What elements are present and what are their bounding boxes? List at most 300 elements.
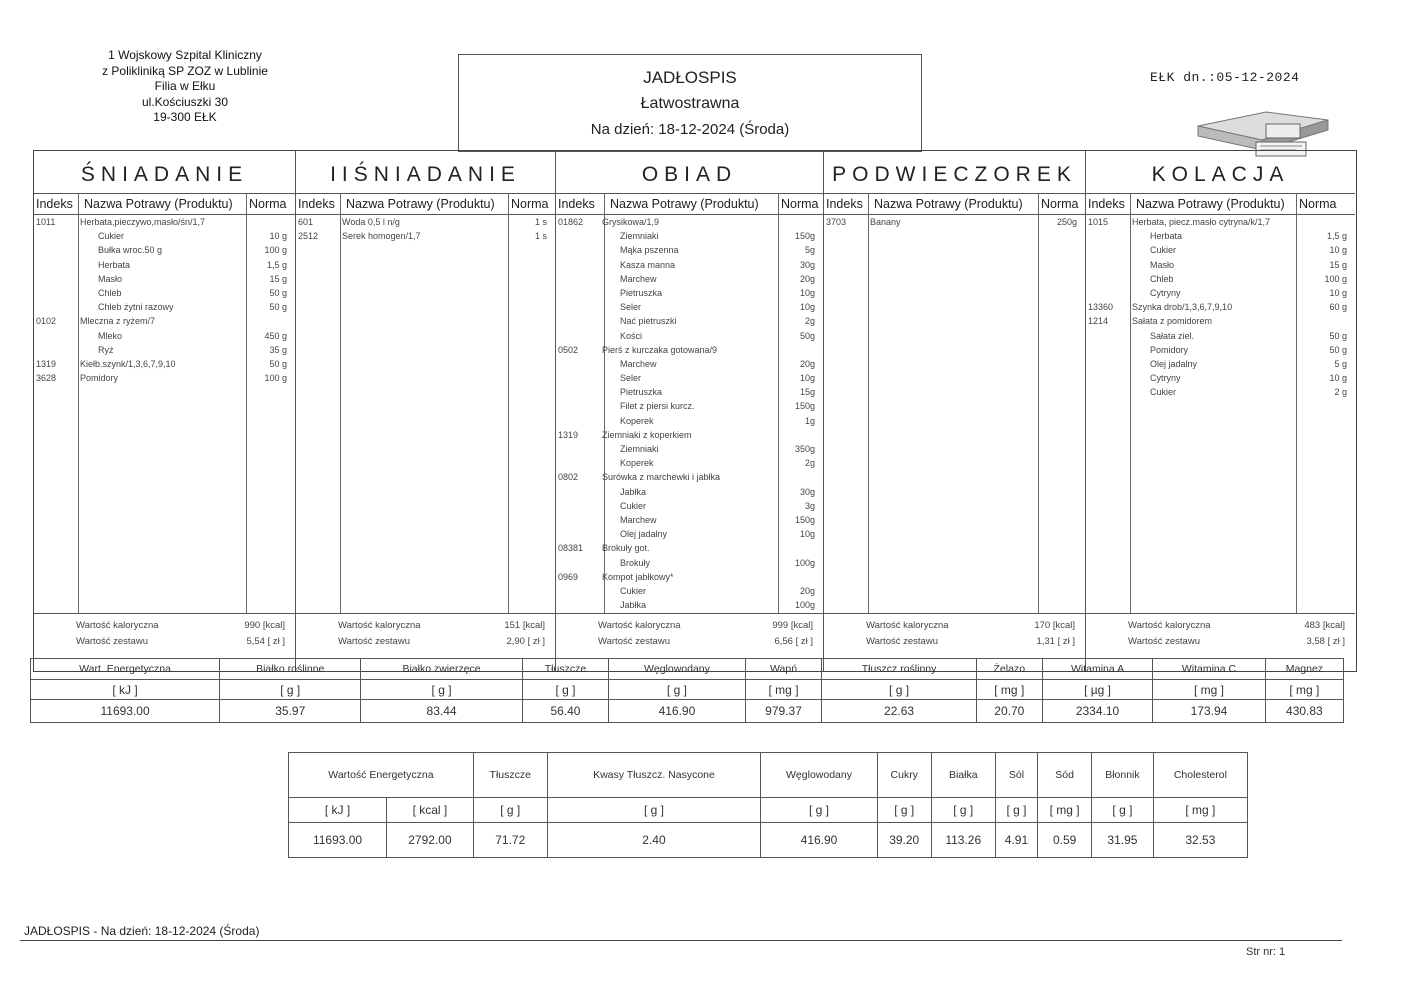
nutrition-header: Węglowodany — [609, 659, 745, 680]
item-norm: 10 g — [269, 231, 287, 242]
column-divider — [508, 193, 509, 613]
nutrition-header: Kwasy Tłuszcz. Nasycone — [547, 753, 761, 798]
column-divider — [868, 193, 869, 613]
item-norm: 60 g — [1329, 302, 1347, 313]
meal-header-row — [1086, 193, 1355, 215]
item-name: Ziemniaki z koperkiem — [602, 429, 692, 440]
nutrition-table-1 — [30, 658, 1344, 723]
hospital-address — [70, 48, 300, 126]
nutrition-unit: [ g ] — [931, 798, 995, 823]
nutrition-value: 2792.00 — [387, 823, 474, 858]
meal-header-row — [34, 193, 295, 215]
nutrition-unit: [ g ] — [995, 798, 1037, 823]
cost-value: 6,56 [ zł ] — [774, 636, 813, 647]
header-norm: Norma — [1299, 197, 1337, 211]
nutrition-value: 32.53 — [1153, 823, 1247, 858]
item-name: Herbata,pieczywo,masło/śn/1,7 — [80, 217, 206, 227]
nutrition-value: 2.40 — [547, 823, 761, 858]
diet-name: Łatwostrawna — [640, 95, 740, 112]
item-name: Kiełb.szynk/1,3,6,7,9,10 — [80, 358, 176, 369]
item-index: 3703 — [826, 217, 847, 227]
meal-item-row — [556, 487, 823, 501]
cost-label: Wartość zestawu — [866, 636, 938, 647]
nutrition-value: 416.90 — [609, 700, 745, 723]
document-title: JADŁOSPIS — [643, 68, 737, 87]
kcal-label: Wartość kaloryczna — [76, 620, 159, 631]
meal-column — [1086, 151, 1355, 671]
hospital-line: ul.Kościuszki 30 — [141, 94, 229, 109]
item-name: Herbata, piecz.masło cytryna/k/1,7 — [1132, 217, 1271, 227]
item-norm: 10 g — [1329, 373, 1347, 384]
item-name: Jabłka — [620, 600, 647, 611]
item-norm: 150g — [794, 514, 815, 525]
footer-title: JADŁOSPIS - Na dzień: 18-12-2024 (Środa) — [24, 924, 260, 938]
item-index: 601 — [298, 217, 314, 227]
header-name: Nazwa Potrawy (Produktu) — [346, 197, 495, 211]
item-name: Olej jadalny — [620, 529, 668, 540]
meal-item-row — [1086, 387, 1355, 401]
item-norm: 50 g — [269, 287, 287, 298]
nutrition-header: Tłuszcze — [522, 659, 608, 680]
nutrition-value: 56.40 — [522, 700, 608, 723]
nutrition-value: 979.37 — [745, 700, 822, 723]
meal-item-row — [556, 345, 823, 359]
item-name: Cukier — [1150, 387, 1177, 398]
meal-item-row — [556, 217, 823, 231]
item-name: Cukier — [620, 500, 647, 511]
nutrition-header: Tłuszcze — [473, 753, 547, 798]
cost-label: Wartość zestawu — [338, 636, 410, 647]
kcal-value: 151 [kcal] — [504, 620, 545, 631]
meal-item-row — [34, 331, 295, 345]
item-name: Chleb — [98, 287, 122, 298]
item-norm: 15g — [799, 387, 815, 398]
item-norm: 50 g — [1329, 330, 1347, 341]
nutrition-value: 113.26 — [931, 823, 995, 858]
nutrition-header: Witamina C — [1153, 659, 1266, 680]
cost-value: 5,54 [ zł ] — [246, 636, 285, 647]
item-name: Pietruszka — [620, 287, 663, 298]
item-name: Sałata ziel. — [1150, 330, 1195, 341]
item-name: Kompot jabłkowy* — [602, 571, 674, 582]
cost-label: Wartość zestawu — [598, 636, 670, 647]
item-norm: 50 g — [269, 302, 287, 313]
item-name: Surówka z marchewki i jabłka — [602, 472, 721, 483]
meal-summary — [824, 613, 1085, 658]
meal-item-row — [1086, 359, 1355, 373]
meal-item-row — [1086, 288, 1355, 302]
header-index: Indeks — [36, 197, 73, 211]
item-name: Mąka pszenna — [620, 245, 679, 256]
meal-column — [34, 151, 296, 671]
item-norm: 5 g — [1334, 358, 1347, 369]
item-name: Herbata — [98, 259, 131, 270]
item-name: Pomidory — [1150, 344, 1189, 355]
meal-item-row — [1086, 260, 1355, 274]
item-name: Cukier — [620, 585, 647, 596]
meal-item-row — [1086, 245, 1355, 259]
hospital-line: 1 Wojskowy Szpital Kliniczny — [108, 48, 262, 62]
item-norm: 1,5 g — [1326, 231, 1347, 242]
item-name: Koperek — [620, 415, 654, 426]
meal-item-row — [34, 217, 295, 231]
meal-item-row — [556, 558, 823, 572]
item-index: 01862 — [558, 217, 584, 227]
meal-column — [824, 151, 1086, 671]
item-name: Seler — [620, 373, 642, 384]
meal-item-row — [556, 416, 823, 430]
nutrition-unit: [ g ] — [547, 798, 761, 823]
meal-items — [34, 217, 295, 387]
meal-item-row — [556, 586, 823, 600]
title-box — [458, 54, 922, 152]
meal-item-row — [34, 359, 295, 373]
nutrition-unit: [ mg ] — [1038, 798, 1092, 823]
meal-item-row — [34, 288, 295, 302]
item-name: Marchew — [620, 358, 657, 369]
meal-column — [296, 151, 556, 671]
nutrition-header: Cukry — [877, 753, 931, 798]
meal-title: OBIAD — [641, 163, 738, 186]
meal-item-row — [556, 543, 823, 557]
item-index: 1319 — [36, 358, 57, 369]
item-index: 0502 — [558, 344, 579, 355]
meal-item-row — [1086, 302, 1355, 316]
meal-summary — [1086, 613, 1355, 658]
nutrition-value: 11693.00 — [289, 823, 387, 858]
nutrition-unit: [ kcal ] — [387, 798, 474, 823]
nutrition-unit: [ g ] — [609, 680, 745, 700]
nutrition-header: Magnez — [1265, 659, 1343, 680]
nutrition-header: Białko zwierzęce — [361, 659, 522, 680]
item-norm: 30g — [799, 486, 815, 497]
meal-item-row — [556, 359, 823, 373]
item-norm: 2 g — [1334, 387, 1347, 398]
item-name: Brokuły — [620, 557, 651, 568]
meal-item-row — [556, 572, 823, 586]
nutrition-header: Żelazo — [976, 659, 1042, 680]
nutrition-unit: [ mg ] — [1265, 680, 1343, 700]
meal-item-row — [556, 274, 823, 288]
meal-items — [1086, 217, 1355, 401]
kcal-value: 483 [kcal] — [1304, 620, 1345, 631]
item-name: Ziemniaki — [620, 231, 659, 242]
item-index: 0802 — [558, 472, 579, 483]
item-name: Cukier — [1150, 245, 1177, 256]
nutrition-header: Sód — [1038, 753, 1092, 798]
item-norm: 50 g — [269, 358, 287, 369]
item-index: 2512 — [298, 231, 319, 242]
item-norm: 15 g — [1329, 259, 1347, 270]
nutrition-unit: [ µg ] — [1042, 680, 1152, 700]
hospital-line: Filia w Ełku — [154, 79, 216, 93]
item-name: Grysikowa/1,9 — [602, 217, 660, 227]
item-norm: 2g — [804, 458, 815, 469]
meal-column — [556, 151, 824, 671]
item-norm: 10g — [799, 287, 815, 298]
meal-summary — [296, 613, 555, 658]
item-norm: 3g — [804, 500, 815, 511]
header-norm: Norma — [781, 197, 819, 211]
meal-item-row — [1086, 345, 1355, 359]
meal-item-row — [296, 231, 555, 245]
item-name: Ryż — [98, 344, 114, 355]
nutrition-header: Białko roślinne — [220, 659, 361, 680]
nutrition-unit: [ mg ] — [976, 680, 1042, 700]
cost-value: 2,90 [ zł ] — [506, 636, 545, 647]
item-name: Mleczna z ryżem/7 — [80, 316, 156, 327]
item-name: Marchew — [620, 273, 657, 284]
nutrition-value: 4.91 — [995, 823, 1037, 858]
item-norm: 15 g — [269, 273, 287, 284]
header-name: Nazwa Potrawy (Produktu) — [84, 197, 233, 211]
nutrition-header: Wapń — [745, 659, 822, 680]
column-divider — [340, 193, 341, 613]
nutrition-unit: [ g ] — [877, 798, 931, 823]
item-index: 1319 — [558, 429, 579, 440]
nutrition-unit: [ kJ ] — [31, 680, 220, 700]
item-norm: 100g — [794, 557, 815, 568]
header-name: Nazwa Potrawy (Produktu) — [1136, 197, 1285, 211]
nutrition-value: 20.70 — [976, 700, 1042, 723]
item-name: Sałata z pomidorem — [1132, 316, 1213, 327]
meal-item-row — [34, 316, 295, 330]
meal-item-row — [556, 515, 823, 529]
nutrition-unit: [ g ] — [361, 680, 522, 700]
item-norm: 10 g — [1329, 287, 1347, 298]
nutrition-value: 39.20 — [877, 823, 931, 858]
nutrition-unit: [ g ] — [1092, 798, 1154, 823]
nutrition-unit: [ mg ] — [745, 680, 822, 700]
item-name: Pietruszka — [620, 387, 663, 398]
meal-summary — [34, 613, 295, 658]
meal-item-row — [34, 373, 295, 387]
menu-date: Na dzień: 18-12-2024 (Środa) — [590, 121, 790, 138]
header-norm: Norma — [1041, 197, 1079, 211]
meal-item-row — [34, 260, 295, 274]
nutrition-header: Sól — [995, 753, 1037, 798]
meal-summary — [556, 613, 823, 658]
nutrition-value: 2334.10 — [1042, 700, 1152, 723]
meal-item-row — [34, 302, 295, 316]
item-index: 13360 — [1088, 302, 1114, 313]
item-norm: 100 g — [264, 245, 287, 256]
item-index: 3628 — [36, 373, 57, 384]
item-norm: 150g — [794, 401, 815, 412]
item-name: Brokuły got. — [602, 543, 650, 554]
item-name: Chleb — [1150, 273, 1174, 284]
meal-title: ŚNIADANIE — [80, 163, 249, 186]
meal-item-row — [34, 231, 295, 245]
item-name: Kości — [620, 330, 643, 341]
item-norm: 10 g — [1329, 245, 1347, 256]
kcal-label: Wartość kaloryczna — [338, 620, 421, 631]
header-index: Indeks — [298, 197, 335, 211]
item-name: Cytryny — [1150, 373, 1181, 384]
item-index: 08381 — [558, 543, 584, 554]
item-name: Pierś z kurczaka gotowana/9 — [602, 344, 718, 355]
nutrition-header: Wart. Energetyczna — [31, 659, 220, 680]
item-norm: 1 s — [534, 217, 547, 227]
item-norm: 450 g — [264, 330, 287, 341]
item-name: Woda 0,5 l n/g — [342, 217, 400, 227]
item-norm: 20g — [799, 585, 815, 596]
item-name: Cytryny — [1150, 287, 1181, 298]
column-divider — [1038, 193, 1039, 613]
meal-item-row — [1086, 373, 1355, 387]
nutrition-unit: [ g ] — [220, 680, 361, 700]
cost-label: Wartość zestawu — [1128, 636, 1200, 647]
kcal-label: Wartość kaloryczna — [1128, 620, 1211, 631]
meal-title: IIŚNIADANIE — [330, 163, 521, 186]
item-name: Mleko — [98, 330, 123, 341]
nutrition-value: 22.63 — [822, 700, 976, 723]
meal-items — [296, 217, 555, 245]
meal-item-row — [34, 345, 295, 359]
nutrition-header: Cholesterol — [1153, 753, 1247, 798]
nutrition-unit: [ g ] — [822, 680, 976, 700]
header-name: Nazwa Potrawy (Produktu) — [610, 197, 759, 211]
meal-item-row — [556, 430, 823, 444]
kcal-label: Wartość kaloryczna — [866, 620, 949, 631]
meal-item-row — [824, 217, 1085, 231]
kcal-value: 990 [kcal] — [244, 620, 285, 631]
meal-item-row — [34, 245, 295, 259]
meal-header-row — [556, 193, 823, 215]
item-index: 0102 — [36, 316, 57, 327]
meal-title: PODWIECZOREK — [832, 163, 1077, 186]
meal-item-row — [1086, 274, 1355, 288]
item-name: Ziemniaki — [620, 444, 659, 454]
page-number: Str nr: 1 — [1246, 946, 1286, 958]
meal-item-row — [1086, 331, 1355, 345]
issue-date: EŁK dn.:05-12-2024 — [1150, 70, 1300, 85]
nutrition-value: 173.94 — [1153, 700, 1266, 723]
nutrition-value: 83.44 — [361, 700, 522, 723]
meal-item-row — [556, 302, 823, 316]
item-name: Banany — [870, 217, 901, 227]
item-norm: 100g — [794, 600, 815, 611]
item-name: Herbata — [1150, 231, 1183, 242]
nutrition-header: Białka — [931, 753, 995, 798]
meal-items — [824, 217, 1085, 231]
nutrition-unit: [ mg ] — [1153, 680, 1266, 700]
header-norm: Norma — [249, 197, 287, 211]
nutrition-value: 71.72 — [473, 823, 547, 858]
nutrition-header: Węglowodany — [761, 753, 877, 798]
item-name: Koperek — [620, 458, 654, 469]
header-index: Indeks — [1088, 197, 1125, 211]
item-norm: 30g — [799, 259, 815, 270]
item-name: Cukier — [98, 231, 125, 242]
item-norm: 100 g — [264, 373, 287, 384]
cost-label: Wartość zestawu — [76, 636, 148, 647]
meal-items — [556, 217, 823, 614]
item-norm: 2g — [804, 316, 815, 327]
meal-header-row — [296, 193, 555, 215]
meals-table — [33, 150, 1357, 672]
item-name: Nać pietruszki — [620, 316, 677, 327]
item-name: Filet z piersi kurcz. — [620, 401, 695, 412]
nutrition-value: 0.59 — [1038, 823, 1092, 858]
nutrition-value: 416.90 — [761, 823, 877, 858]
nutrition-unit: [ g ] — [761, 798, 877, 823]
item-index: 1011 — [36, 217, 56, 227]
kcal-label: Wartość kaloryczna — [598, 620, 681, 631]
nutrition-value: 11693.00 — [31, 700, 220, 723]
meal-item-row — [1086, 316, 1355, 330]
item-norm: 50g — [799, 330, 815, 341]
meal-header-row — [824, 193, 1085, 215]
meal-item-row — [556, 231, 823, 245]
meal-item-row — [556, 458, 823, 472]
nutrition-table-2 — [288, 752, 1248, 858]
header-index: Indeks — [558, 197, 595, 211]
item-name: Kasza manna — [620, 259, 676, 270]
item-name: Marchew — [620, 514, 657, 525]
meal-item-row — [556, 260, 823, 274]
item-norm: 20g — [799, 273, 815, 284]
item-name: Jabłka — [620, 486, 647, 497]
nutrition-header: Tłuszcz roślinny — [822, 659, 976, 680]
cost-value: 3,58 [ zł ] — [1306, 636, 1345, 647]
item-norm: 10g — [799, 373, 815, 384]
meal-item-row — [556, 331, 823, 345]
item-name: Chleb żytni razowy — [98, 302, 174, 313]
item-norm: 350g — [794, 444, 815, 454]
hospital-line: z Polikliniką SP ZOZ w Lublinie — [102, 63, 268, 78]
item-norm: 1g — [804, 415, 815, 426]
meal-item-row — [556, 373, 823, 387]
nutrition-unit: [ g ] — [522, 680, 608, 700]
item-name: Bułka wroc.50 g — [98, 245, 163, 256]
meal-item-row — [296, 217, 555, 231]
item-name: Olej jadalny — [1150, 358, 1198, 369]
item-norm: 150g — [794, 231, 815, 242]
meal-item-row — [556, 501, 823, 515]
nutrition-header: Witamina A — [1042, 659, 1152, 680]
item-name: Serek homogen/1,7 — [342, 231, 421, 242]
nutrition-unit: [ kJ ] — [289, 798, 387, 823]
item-name: Pomidory — [80, 373, 119, 384]
meal-item-row — [556, 245, 823, 259]
kcal-value: 999 [kcal] — [772, 620, 813, 631]
meal-item-row — [556, 529, 823, 543]
cost-value: 1,31 [ zł ] — [1036, 636, 1075, 647]
kcal-value: 170 [kcal] — [1034, 620, 1075, 631]
nutrition-value: 31.95 — [1092, 823, 1154, 858]
item-norm: 250g — [1056, 217, 1077, 227]
item-name: Masło — [1150, 259, 1175, 270]
item-norm: 5g — [804, 245, 815, 256]
item-index: 0969 — [558, 571, 579, 582]
header-name: Nazwa Potrawy (Produktu) — [874, 197, 1023, 211]
item-norm: 1,5 g — [266, 259, 287, 270]
nutrition-header-energy: Wartość Energetyczna — [289, 753, 474, 798]
meal-item-row — [556, 288, 823, 302]
nutrition-unit: [ g ] — [473, 798, 547, 823]
item-name: Seler — [620, 302, 642, 313]
nutrition-unit: [ mg ] — [1153, 798, 1247, 823]
nutrition-header: Błonnik — [1092, 753, 1154, 798]
meal-item-row — [556, 387, 823, 401]
item-norm: 1 s — [534, 231, 547, 242]
nutrition-value: 430.83 — [1265, 700, 1343, 723]
item-index: 1214 — [1088, 316, 1109, 327]
nutrition-value: 35.97 — [220, 700, 361, 723]
item-index: 1015 — [1088, 217, 1109, 227]
meal-title: KOLACJA — [1151, 163, 1290, 186]
